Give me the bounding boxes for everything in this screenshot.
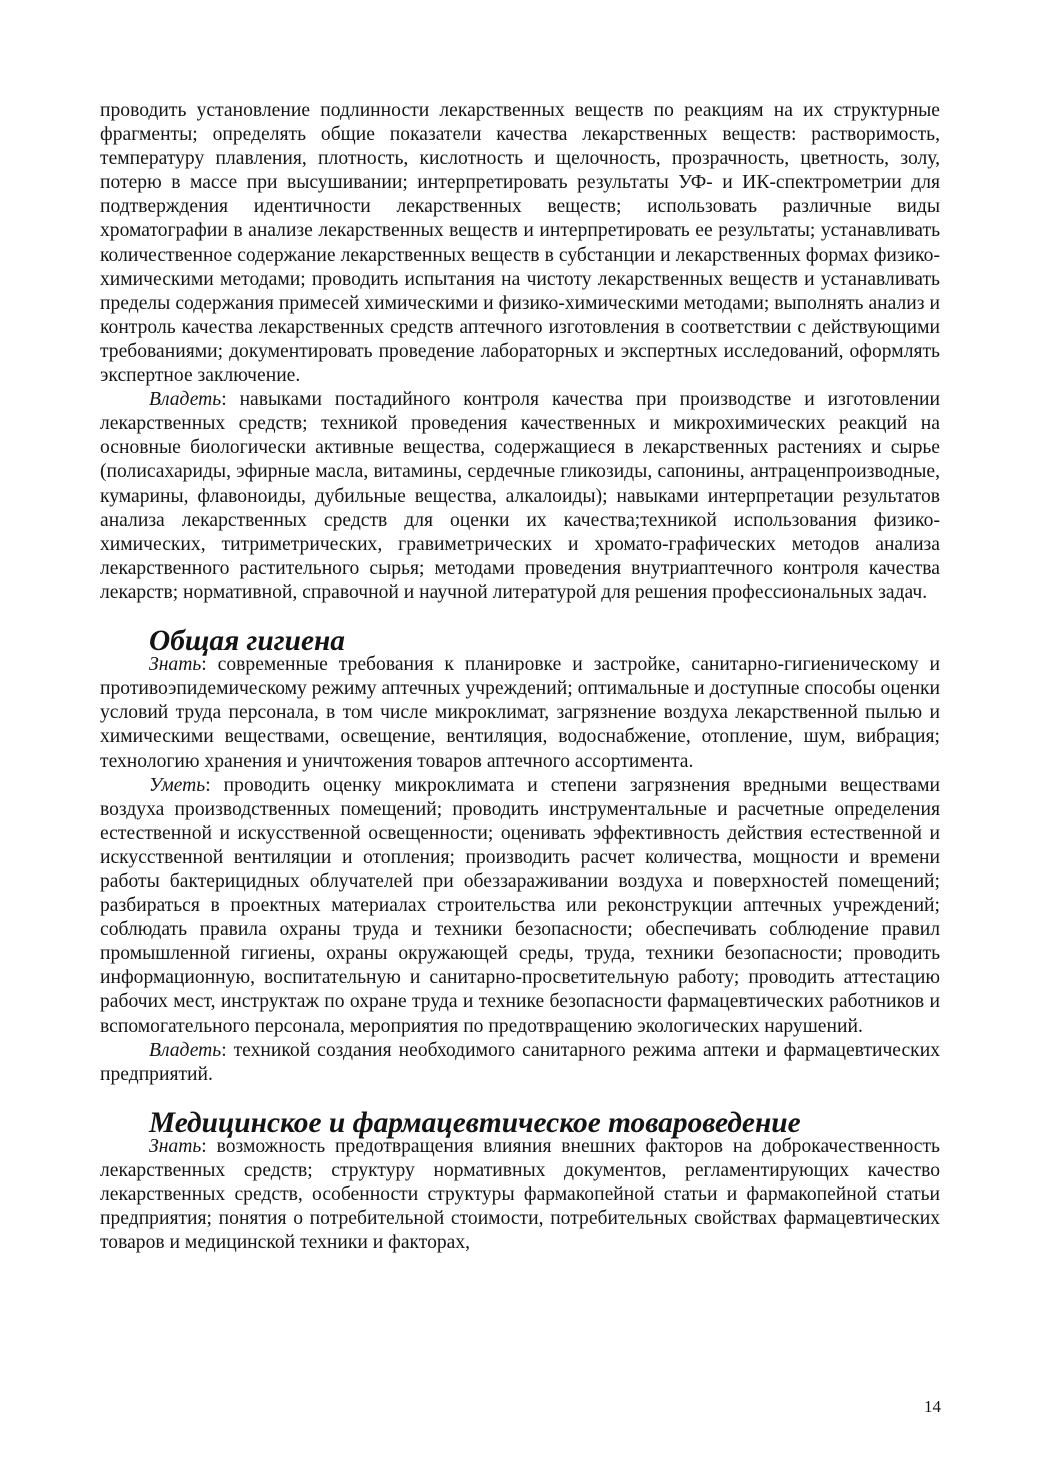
paragraph-hygiene-master <box>100 1039 940 1087</box>
term-label: Знать <box>149 1136 202 1158</box>
section-title-hygiene: Общая гигиена <box>149 625 346 658</box>
paragraph-commodity-know <box>100 1135 940 1255</box>
paragraph-hygiene-know <box>100 653 940 773</box>
paragraph-text: : проводить оценку микроклимата и степени загрязнения вредными веществами воздуха производственных помещений; проводить инструментальные и расчетные определения естественной и искусственной освещенности; оценивать эффективность действия естественной и искусственной вентиляции и отопления; производить расчет количества, мощности и времени работы бактерицидных облучателей при обеззараживании воздуха и поверхностей помещений; разбираться в проектных материалах строительства или реконструкции аптечных учреждений; соблюдать правила охраны труда и техники безопасности; обеспечивать соблюдение правил промышленной гигиены, охраны окружающей среды, труда, техники безопасности; проводить информационную, воспитательную и санитарно-просветительную работу; проводить аттестацию рабочих мест, инструктаж по охране труда и технике безопасности фармацевтических работников и вспомогательного персонала, мероприятия по предотвращению экологических нарушений. <box>100 774 940 1037</box>
section-title-commodity: Медицинское и фармацевтическое товароведение <box>149 1106 801 1139</box>
paragraph-text: проводить установление подлинности лекарственных веществ по реакциям на их структурные фрагменты; определять общие показатели качества лекарственных веществ: растворимость, температуру плавления, плотность, кислотность и щелочность, прозрачность, цветность, золу, потерю в массе при высушивании; интерпретировать результаты УФ- и ИК-спектрометрии для подтверждения идентичности лекарственных веществ; использовать различные виды хроматографии в анализе лекарственных веществ и интерпретировать ее результаты; устанавливать количественное содержание лекарственных веществ в субстанции и лекарственных формах физико-химическими методами; проводить испытания на чистоту лекарственных веществ и устанавливать пределы содержания примесей химическими и физико-химическими методами; выполнять анализ и контроль качества лекарственных средств аптечного изготовления в соответствии с действующими требованиями; документировать проведение лабораторных и экспертных исследований, оформлять экспертное заключение. <box>100 100 940 387</box>
page-number: 14 <box>924 1397 941 1416</box>
paragraph-text: : техникой создания необходимого санитарного режима аптеки и фармацевтических предприятий. <box>100 1039 940 1085</box>
paragraph-hygiene-able <box>100 774 940 1039</box>
paragraph-text: : возможность предотвращения влияния внешних факторов на доброкачественность лекарственных средств; структуру нормативных документов, регламентирующих качество лекарственных средств, особенности структуры фармакопейной статьи и фармакопейной статьи предприятия; понятия о потребительной стоимости, потребительных свойствах фармацевтических товаров и медицинской техники и факторах, <box>100 1136 940 1254</box>
term-label: Владеть <box>149 389 222 411</box>
document-body <box>100 99 940 1256</box>
paragraph-master-pharm-chemistry <box>100 388 940 605</box>
paragraph-text: : современные требования к планировке и застройке, санитарно-гигиеническому и противоэпидемическому режиму аптечных учреждений; оптимальные и доступные способы оценки условий труда персонала, в том числе микроклимат, загрязнение воздуха лекарственной пылью и химическими веществами, освещение, вентиляция, водоснабжение, отопление, шум, вибрация; технологию хранения и уничтожения товаров аптечного ассортимента. <box>100 654 940 772</box>
paragraph-text: : навыками постадийного контроля качества при производстве и изготовлении лекарственных средств; техникой проведения качественных и микрохимических реакций на основные биологически активные вещества, содержащиеся в лекарственных растениях и сырье (полисахариды, эфирные масла, витамины, сердечные гликозиды, сапонины, антраценпроизводные, кумарины, флавоноиды, дубильные вещества, алкалоиды); навыками интерпретации результатов анализа лекарственных средств для оценки их качества;техникой использования физико-химических, титриметрических, гравиметрических и хромато-графических методов анализа лекарственного растительного сырья; методами проведения внутриаптечного контроля качества лекарств; нормативной, справочной и научной литературой для решения профессиональных задач. <box>100 389 940 603</box>
term-label: Уметь <box>149 774 206 796</box>
term-label: Владеть <box>149 1039 222 1061</box>
term-label: Знать <box>149 654 202 676</box>
paragraph-skills-continuation <box>100 99 940 388</box>
